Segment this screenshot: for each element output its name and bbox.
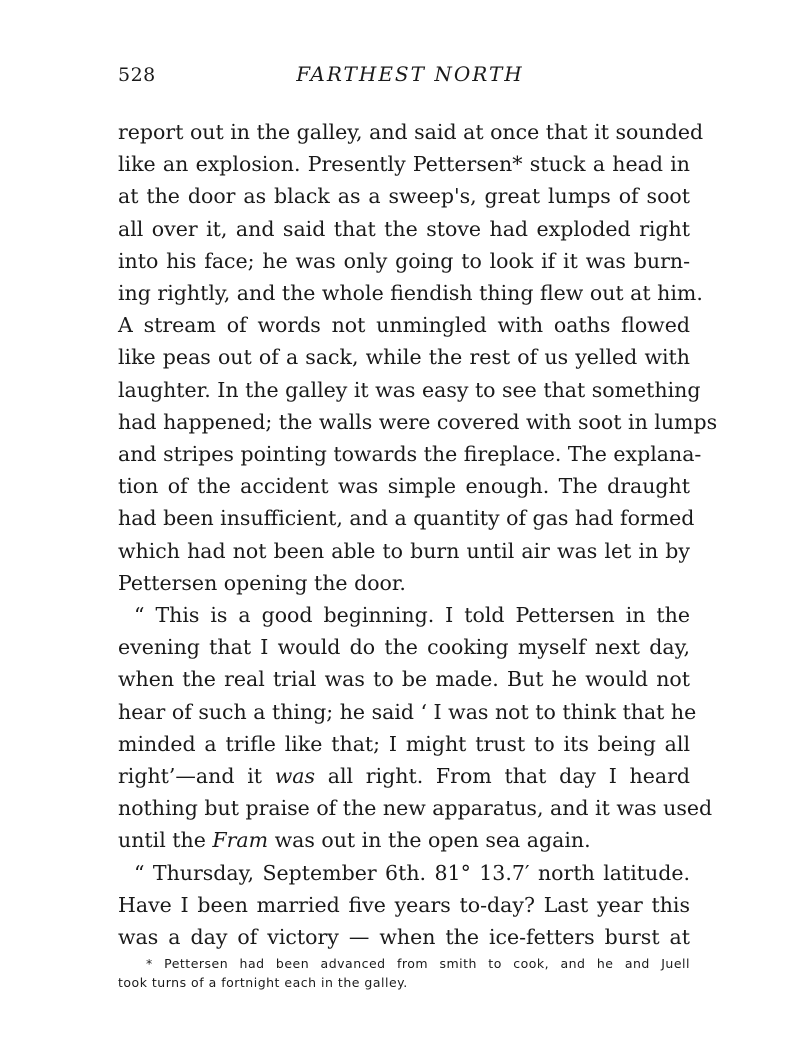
text-line: hear of such a thing; he said ‘ I was not to think that he — [118, 699, 697, 724]
text-line: was a day of victory — when the ice-fetters burst at — [118, 925, 690, 950]
text-line — [118, 760, 690, 792]
text-line: Have I been married five years to-day? Last year this — [118, 892, 690, 917]
text-line: nothing but praise of the new apparatus, and it was used — [118, 796, 713, 821]
text-fragment: until the — [118, 828, 213, 853]
text-line: and stripes pointing towards the fireplace. The explana- — [118, 442, 702, 467]
text-line: “ Thursday, September 6th. 81° 13.7′ north latitude. — [134, 860, 690, 885]
text-line: at the door as black as a sweep's, great lumps of soot — [118, 184, 690, 209]
body-text — [118, 116, 718, 953]
text-line: all over it, and said that the stove had exploded right — [118, 216, 690, 241]
text-line: ing rightly, and the whole fiendish thing flew out at him. — [118, 281, 703, 306]
text-line: into his face; he was only going to look if it was burn- — [118, 248, 690, 273]
text-line: Pettersen opening the door. — [118, 570, 406, 595]
text-line: like peas out of a sack, while the rest of us yelled with — [118, 345, 690, 370]
text-line: when the real trial was to be made. But he would not — [118, 667, 690, 692]
text-line: had been insufficient, and a quantity of gas had formed — [118, 506, 695, 531]
text-line: minded a trifle like that; I might trust to its being all — [118, 731, 690, 756]
emphasis-was: was — [274, 764, 316, 789]
text-line: which had not been able to burn until air was let in by — [118, 538, 690, 563]
text-line: laughter. In the galley it was easy to see that something — [118, 377, 701, 402]
text-line: A stream of words not unmingled with oaths flowed — [118, 313, 690, 338]
text-line — [118, 824, 690, 856]
text-line: “ This is a good beginning. I told Pettersen in the — [134, 603, 690, 628]
text-fragment: right’—and it — [118, 764, 275, 789]
text-fragment: all right. From that day I heard — [315, 764, 691, 789]
ship-name-fram: Fram — [212, 828, 269, 853]
text-line: report out in the galley, and said at once that it sounded — [118, 120, 704, 144]
text-line: had happened; the walls were covered with soot in lumps — [118, 409, 718, 434]
page-number: 528 — [118, 64, 156, 86]
text-line: evening that I would do the cooking myself next day, — [118, 635, 690, 660]
footnote — [118, 954, 690, 992]
text-line: tion of the accident was simple enough. The draught — [118, 474, 690, 499]
footnote-line: * Pettersen had been advanced from smith to cook, and he and Juell — [146, 956, 690, 971]
footnote-line: took turns of a fortnight each in the galley. — [118, 975, 408, 990]
text-fragment: was out in the open sea again. — [268, 828, 591, 853]
running-title: FARTHEST NORTH — [296, 62, 524, 86]
text-line: like an explosion. Presently Pettersen* stuck a head in — [118, 152, 690, 177]
